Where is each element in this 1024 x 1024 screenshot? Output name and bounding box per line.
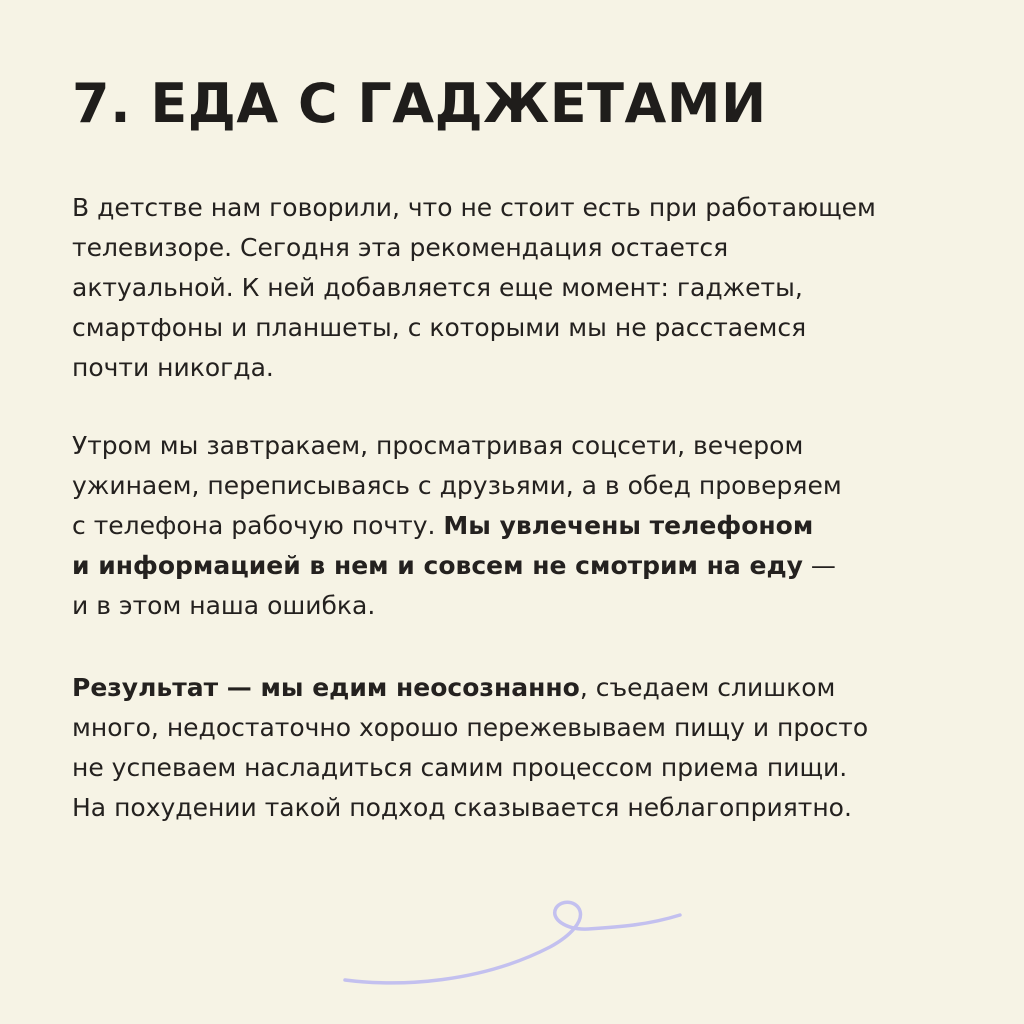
paragraph-2-emphasis-text: Мы увлечены телефоном: [443, 511, 814, 540]
slide-title: 7. ЕДА С ГАДЖЕТАМИ: [72, 72, 767, 135]
paragraph-3-line: [72, 668, 1002, 708]
squiggle-line-icon: [330, 885, 700, 1005]
paragraph-2-line: Утром мы завтракаем, просматривая соцсети, вечером: [72, 431, 804, 460]
squiggle-stroke: [345, 902, 680, 983]
paragraph-daily-habits: [72, 426, 1002, 626]
paragraph-2-line: [72, 546, 1002, 586]
paragraph-2-line: [72, 506, 1002, 546]
paragraph-1-line: почти никогда.: [72, 353, 274, 382]
paragraph-2-line: ужинаем, переписываясь с друзьями, а в обед проверяем: [72, 471, 842, 500]
paragraph-3-line: много, недостаточно хорошо пережевываем пищу и просто: [72, 713, 869, 742]
paragraph-2-regular-text: —: [802, 551, 836, 580]
paragraph-gadgets-intro: [72, 188, 1002, 388]
paragraph-3-emphasis-text: Результат — мы едим неосознанно: [72, 673, 580, 702]
paragraph-result: [72, 668, 1002, 828]
paragraph-1-line: смартфоны и планшеты, с которыми мы не расстаемся: [72, 313, 807, 342]
paragraph-1-line: актуальной. К ней добавляется еще момент: гаджеты,: [72, 273, 803, 302]
paragraph-1-line: телевизоре. Сегодня эта рекомендация остается: [72, 233, 729, 262]
paragraph-3-regular-text: , съедаем слишком: [579, 673, 836, 702]
paragraph-2-regular-text: с телефона рабочую почту.: [72, 511, 444, 540]
paragraph-1-line: В детстве нам говорили, что не стоит есть при работающем: [72, 193, 876, 222]
paragraph-3-line: На похудении такой подход сказывается неблагоприятно.: [72, 793, 852, 822]
paragraph-3-line: не успеваем насладиться самим процессом приема пищи.: [72, 753, 848, 782]
paragraph-2-line: и в этом наша ошибка.: [72, 591, 376, 620]
paragraph-2-emphasis-text: и информацией в нем и совсем не смотрим на еду: [72, 551, 803, 580]
